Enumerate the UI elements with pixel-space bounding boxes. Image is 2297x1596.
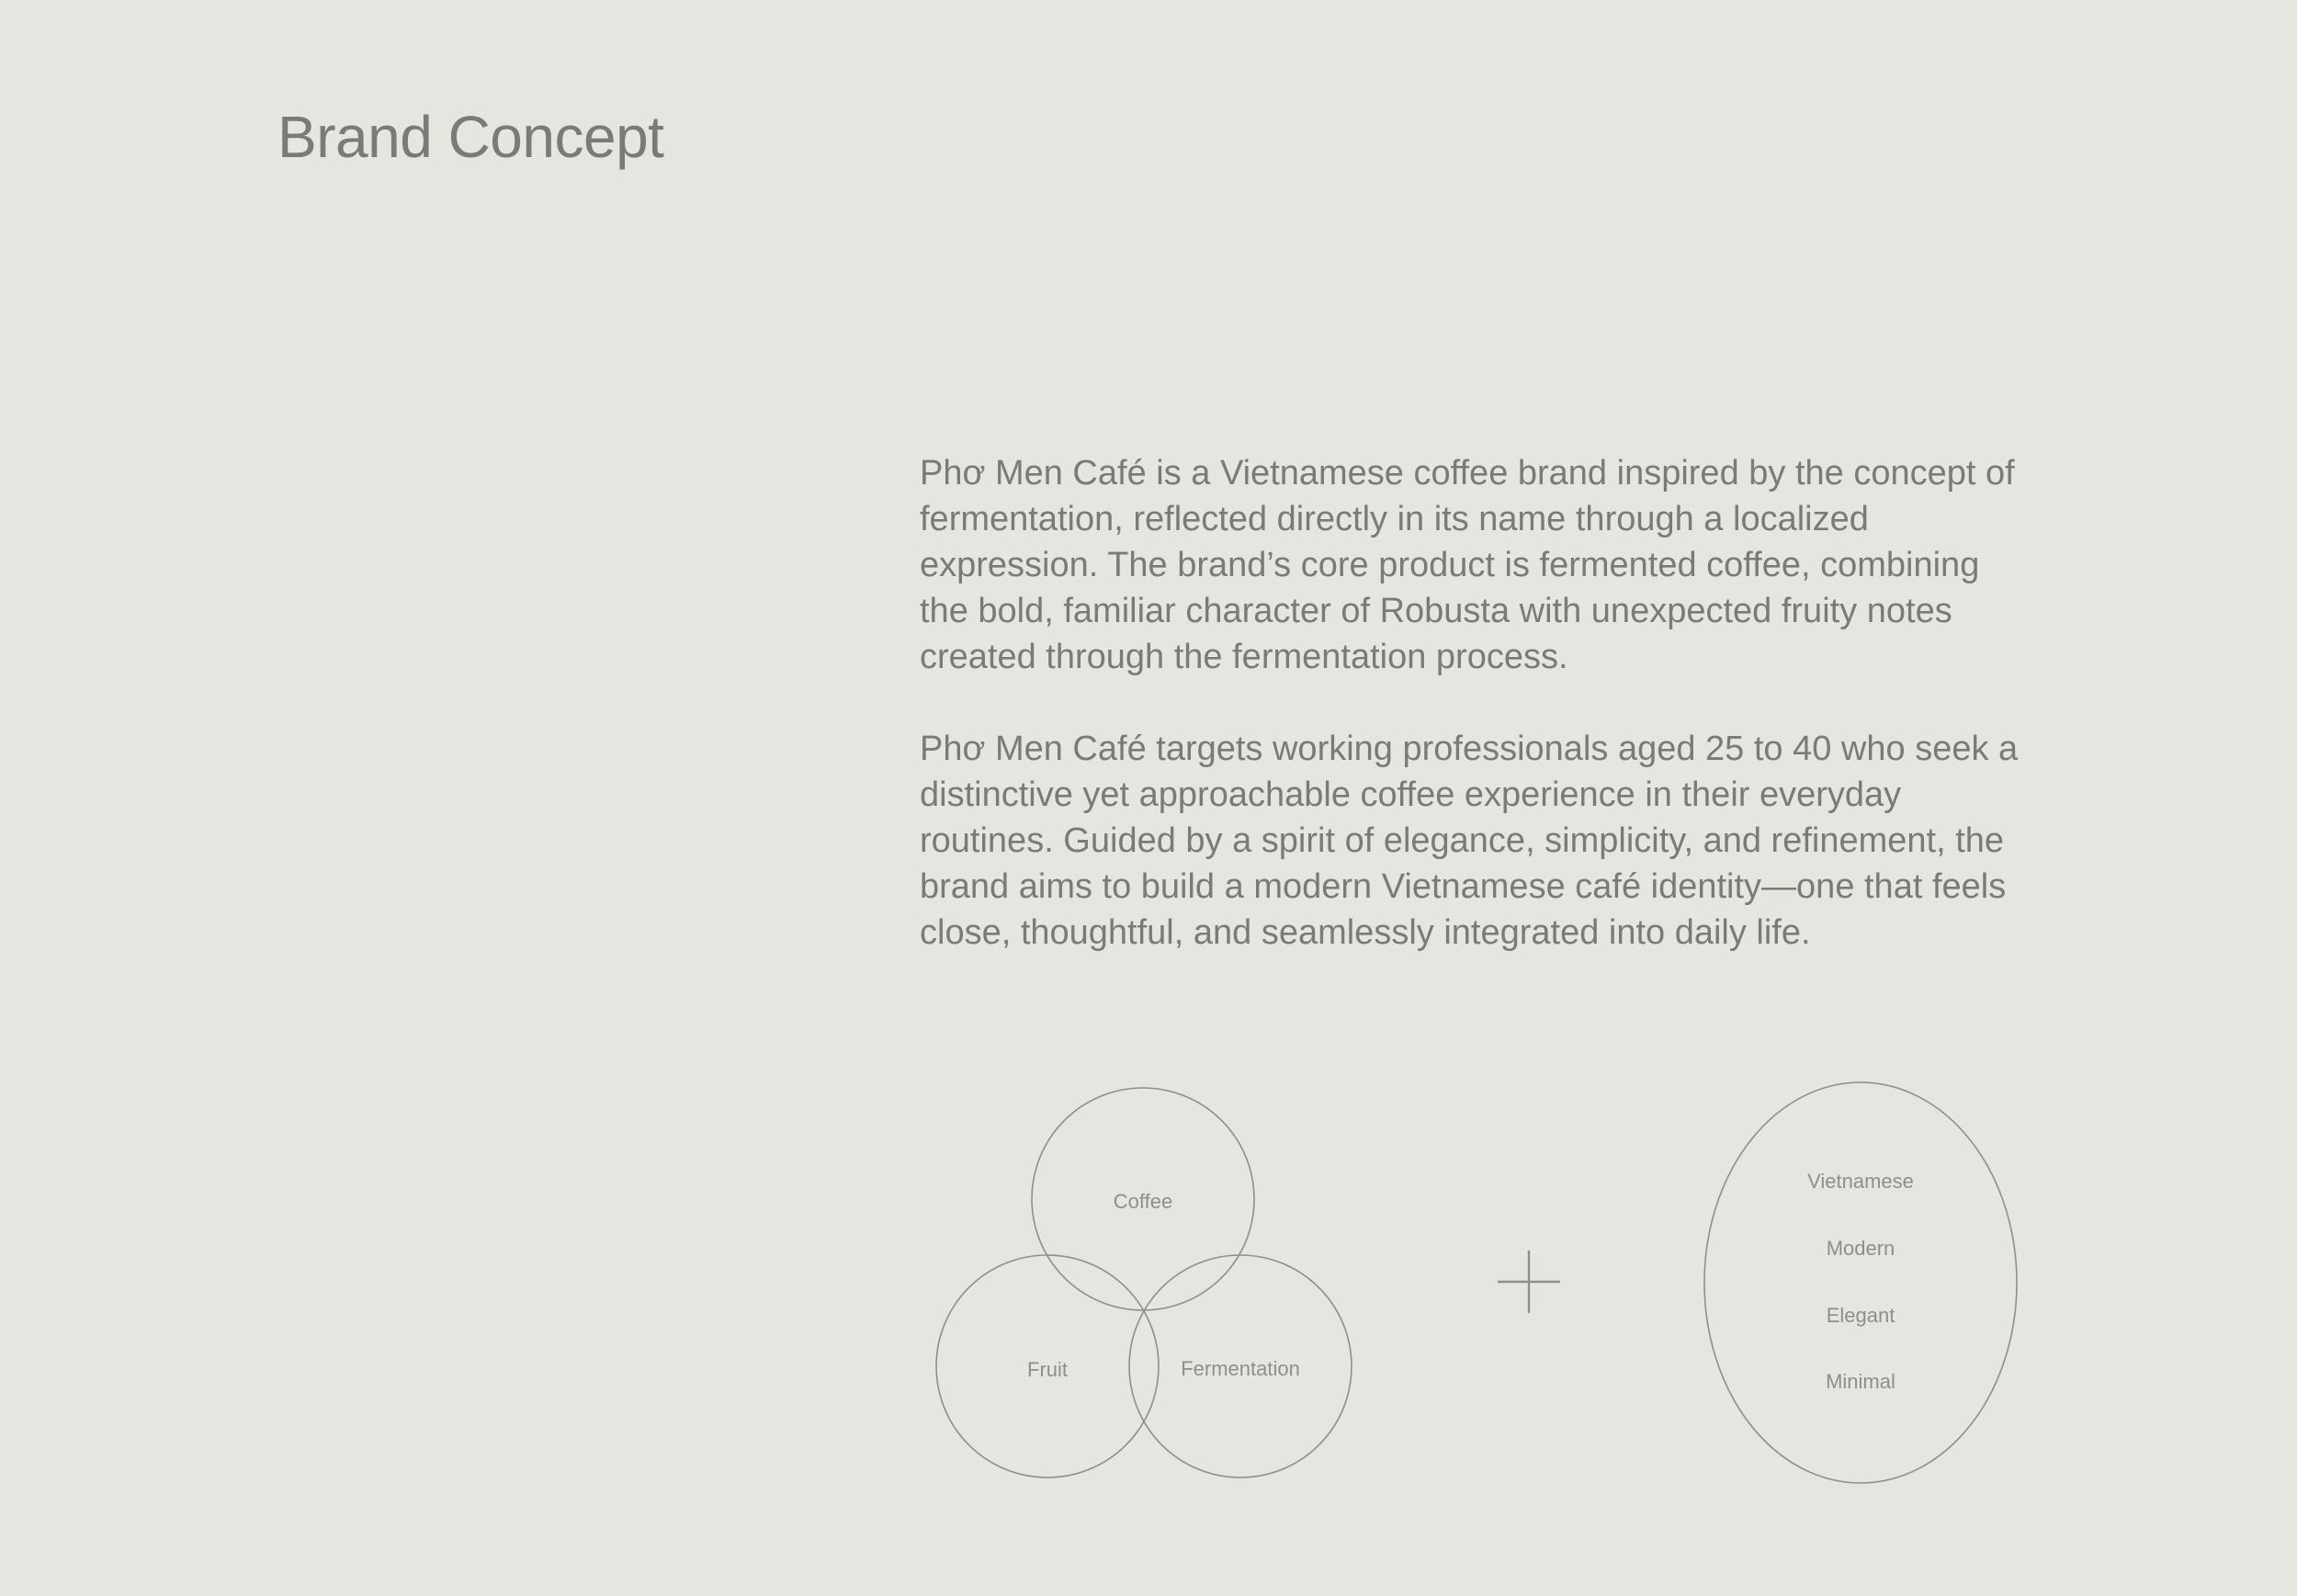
value-item: Elegant bbox=[1826, 1304, 1895, 1327]
description-paragraph-1: Phơ Men Café is a Vietnamese coffee brand inspired by the concept of fermentation, reflected directly in its name through a localized expression. The brand’s core product is fermented coffee, combining the bold, familiar character of Robusta with unexpected fruity notes created through the fermentation process. bbox=[920, 454, 2015, 676]
brand-values-ellipse bbox=[1704, 1082, 2017, 1483]
value-item: Modern bbox=[1826, 1237, 1895, 1260]
venn-label-fruit: Fruit bbox=[1027, 1358, 1068, 1381]
venn-diagram bbox=[936, 1088, 1352, 1477]
value-item: Minimal bbox=[1826, 1370, 1895, 1393]
values-ellipse bbox=[1704, 1082, 2017, 1483]
page-title: Brand Concept bbox=[277, 104, 664, 170]
value-item: Vietnamese bbox=[1807, 1170, 1914, 1193]
venn-label-coffee: Coffee bbox=[1113, 1190, 1173, 1213]
plus-icon bbox=[1498, 1251, 1560, 1313]
description-paragraph-2: Phơ Men Café targets working professionals aged 25 to 40 who seek a distinctive yet approachable coffee experience in their everyday routines. Guided by a spirit of elegance, simplicity, and refinement, the brand aims to build a modern Vietnamese café identity—one that feels close, thoughtful, and seamlessly integrated into daily life. bbox=[920, 730, 2019, 952]
venn-label-fermentation: Fermentation bbox=[1181, 1357, 1300, 1380]
